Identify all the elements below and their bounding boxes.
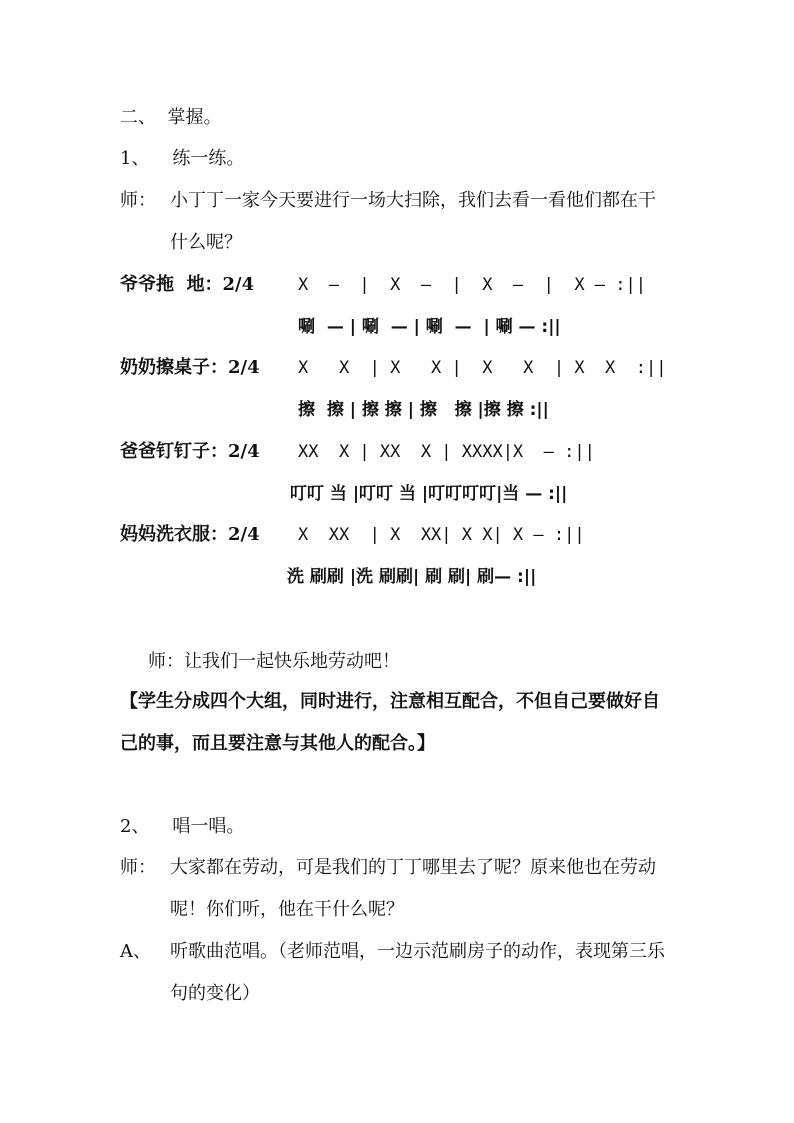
rhythm-dad-pattern: XX X | XX X | XXXX|X — :|| — [298, 442, 595, 462]
rhythm-grandpa-words: 唰 — | 唰 — | 唰 — | 唰 — :|| — [298, 317, 561, 337]
item2-teacher-line-2: 呢！你们听，他在干什么呢？ — [170, 899, 404, 920]
student-note-line-2: 己的事，而且要注意与其他人的配合。】 — [120, 733, 435, 754]
closing-teacher-line: 师：让我们一起快乐地劳动吧！ — [148, 651, 400, 672]
teacher-label: 师： — [120, 190, 156, 211]
section-heading: 二、 掌握。 — [120, 107, 222, 128]
item2-a-label: A、 — [120, 941, 151, 962]
rhythm-mom-words: 洗 刷刷 |洗 刷刷| 刷 刷| 刷— :|| — [287, 567, 537, 587]
rhythm-grandma-label: 奶奶擦桌子：2/4 — [120, 357, 260, 378]
item2-a-line-1: 听歌曲范唱。（老师范唱，一边示范刷房子的动作，表现第三乐 — [170, 941, 665, 962]
item2-teacher-line-1: 大家都在劳动，可是我们的丁丁哪里去了呢？原来他也在劳动 — [170, 857, 656, 878]
rhythm-grandma-pattern: X X | X X | X X | X X :|| — [298, 358, 667, 378]
item2-a-line-2: 句的变化） — [170, 983, 260, 1004]
rhythm-mom-pattern: X XX | X XX| X X| X — :|| — [298, 525, 585, 545]
rhythm-grandma-words: 擦 擦 | 擦 擦 | 擦 擦 |擦 擦 :|| — [298, 400, 549, 420]
rhythm-grandpa-pattern: X — | X — | X — | X — :|| — [298, 275, 646, 295]
student-note-line-1: 【学生分成四个大组，同时进行，注意相互配合，不但自己要做好自 — [120, 691, 660, 712]
teacher-line-1: 小丁丁一家今天要进行一场大扫除，我们去看一看他们都在干 — [170, 190, 656, 211]
item2-heading: 2、 唱一唱。 — [120, 816, 245, 837]
item1-heading: 1、 练一练。 — [120, 148, 245, 169]
rhythm-dad-label: 爸爸钉钉子：2/4 — [120, 441, 260, 462]
item2-teacher-label: 师： — [120, 857, 156, 878]
teacher-line-2: 什么呢？ — [170, 232, 242, 253]
rhythm-dad-words: 叮叮 当 |叮叮 当 |叮叮叮叮|当 — :|| — [290, 484, 568, 504]
rhythm-grandpa-label: 爷爷拖 地：2/4 — [120, 274, 255, 295]
rhythm-mom-label: 妈妈洗衣服：2/4 — [120, 524, 260, 545]
